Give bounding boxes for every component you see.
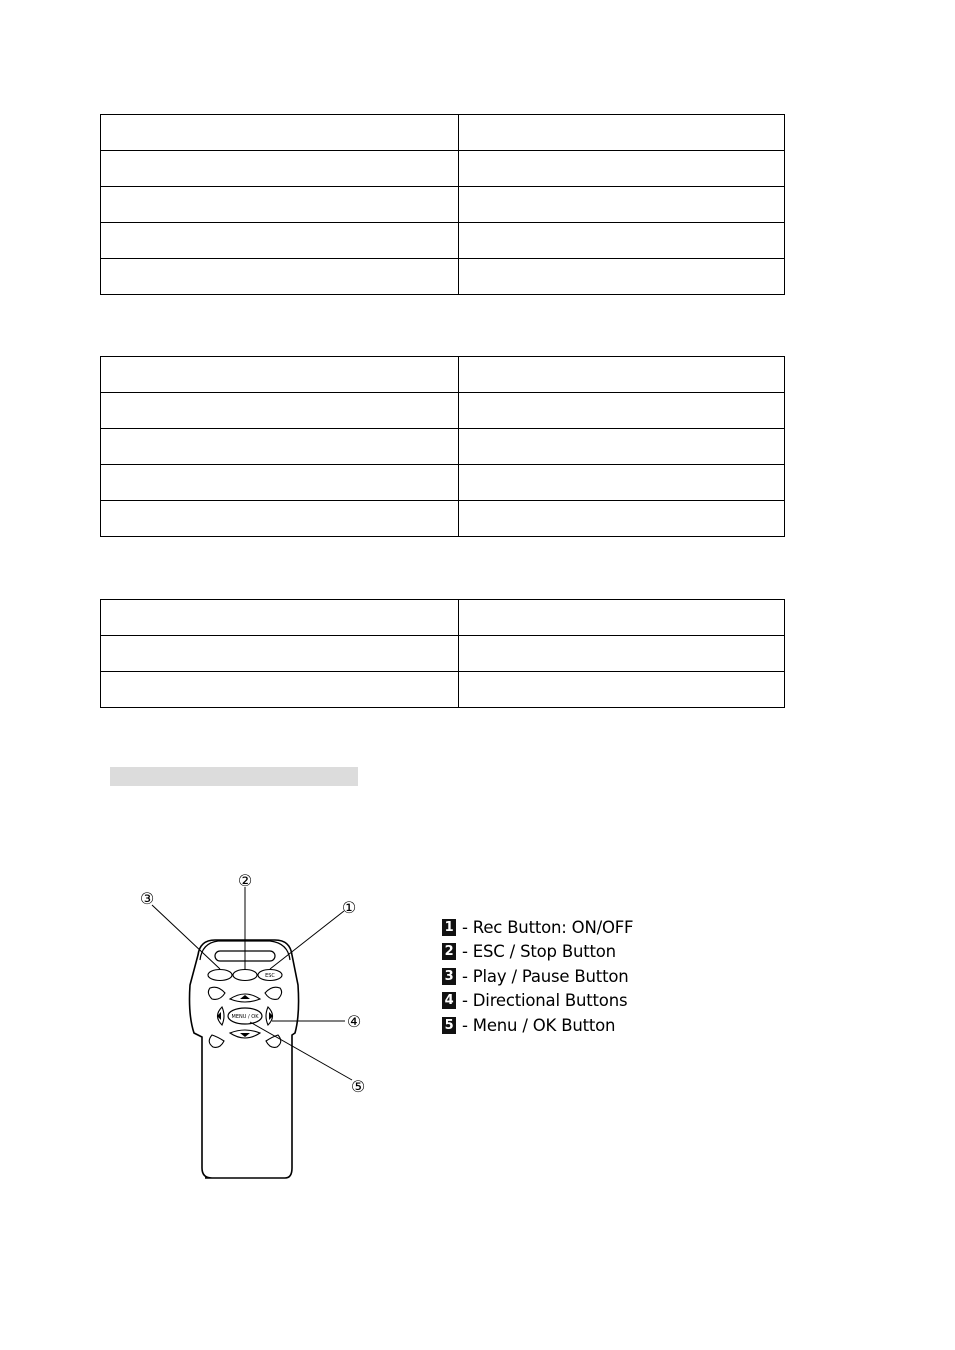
legend-item-menu-ok [442, 1013, 633, 1038]
table-row [101, 115, 785, 151]
side-button-top-left [208, 987, 225, 999]
table-cell [101, 115, 459, 151]
side-button-bottom-right [266, 1035, 281, 1047]
legend-number-badge: 1 [442, 919, 456, 936]
table-cell [101, 151, 459, 187]
callout-number-1: ① [341, 898, 357, 917]
legend-item-play-pause [442, 964, 633, 989]
side-button-bottom-left [209, 1035, 224, 1047]
legend-text: - Menu / OK Button [462, 1015, 616, 1035]
callout-line-3 [152, 905, 220, 969]
table-row [101, 259, 785, 295]
spec-table-3 [100, 599, 785, 708]
table-cell [459, 636, 785, 672]
table-cell [459, 429, 785, 465]
table-row [101, 501, 785, 537]
play-pause-button-shape [208, 970, 232, 981]
remote-legend [442, 915, 633, 1038]
table-row [101, 636, 785, 672]
table-cell [101, 259, 459, 295]
table-cell [101, 187, 459, 223]
legend-number-badge: 3 [442, 968, 456, 985]
table-cell [101, 223, 459, 259]
legend-text: - ESC / Stop Button [462, 942, 616, 962]
callout-number-5: ⑤ [350, 1077, 366, 1096]
callout-line-5 [250, 1022, 352, 1080]
table-row [101, 187, 785, 223]
callout-number-2: ② [237, 871, 253, 890]
chevron-down-icon [240, 1033, 250, 1037]
callout-number-4: ④ [346, 1012, 362, 1031]
table-cell [459, 259, 785, 295]
legend-number-badge: 4 [442, 992, 456, 1009]
table-cell [101, 465, 459, 501]
table-cell [459, 600, 785, 636]
callout-number-3: ③ [139, 889, 155, 908]
legend-text: - Directional Buttons [462, 991, 628, 1011]
legend-item-directional [442, 989, 633, 1014]
table-cell [459, 187, 785, 223]
remote-control-illustration [120, 865, 380, 1190]
spec-table-2 [100, 356, 785, 537]
section-heading-highlight [110, 767, 358, 786]
esc-button-label: ESC [265, 973, 275, 979]
table-row [101, 600, 785, 636]
side-button-top-right [265, 987, 282, 999]
table-row [101, 465, 785, 501]
table-cell [101, 357, 459, 393]
table-cell [101, 501, 459, 537]
legend-text: - Rec Button: ON/OFF [462, 917, 634, 937]
table-cell [459, 501, 785, 537]
table-cell [459, 357, 785, 393]
legend-item-rec [442, 915, 633, 940]
table-cell [459, 672, 785, 708]
table-cell [101, 600, 459, 636]
table-row [101, 393, 785, 429]
table-cell [459, 223, 785, 259]
table-cell [101, 393, 459, 429]
table-cell [459, 115, 785, 151]
legend-text: - Play / Pause Button [462, 966, 629, 986]
table-cell [459, 151, 785, 187]
table-row [101, 672, 785, 708]
stop-button-shape [233, 970, 257, 981]
chevron-up-icon [240, 995, 250, 999]
table-cell [101, 429, 459, 465]
table-cell [459, 393, 785, 429]
menu-ok-button-label: MENU / OK [231, 1014, 259, 1020]
legend-number-badge: 5 [442, 1017, 456, 1034]
table-cell [101, 672, 459, 708]
legend-item-esc-stop [442, 940, 633, 965]
table-row [101, 357, 785, 393]
table-cell [459, 465, 785, 501]
legend-number-badge: 2 [442, 943, 456, 960]
table-row [101, 429, 785, 465]
table-cell [101, 636, 459, 672]
spec-table-1 [100, 114, 785, 295]
table-row [101, 151, 785, 187]
table-row [101, 223, 785, 259]
